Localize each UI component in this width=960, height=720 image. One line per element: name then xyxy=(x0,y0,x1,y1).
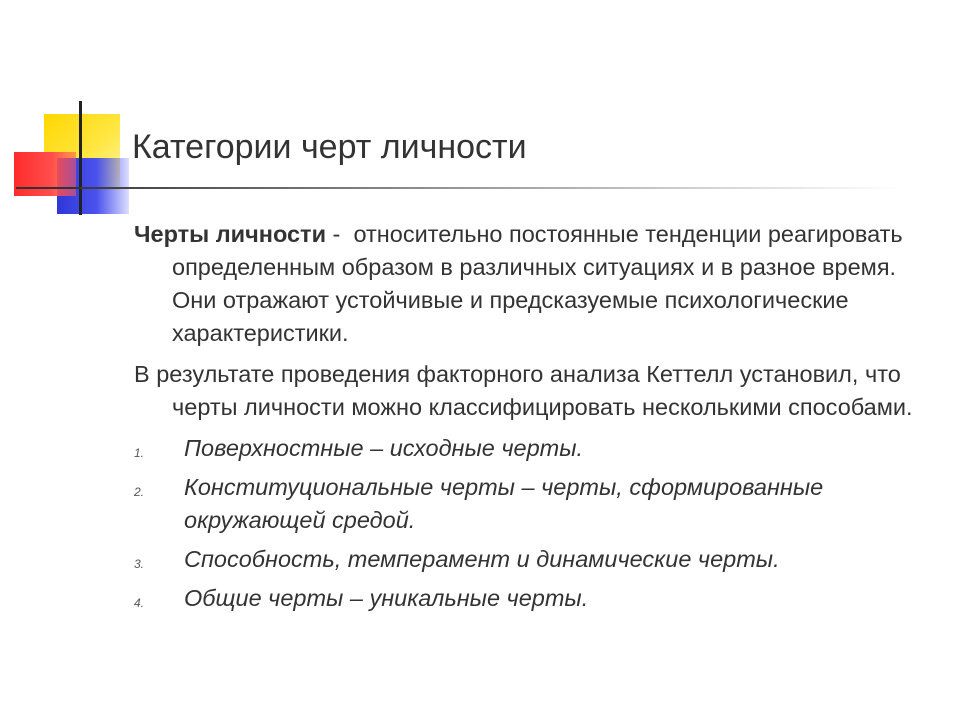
list-item-number: 3. xyxy=(134,557,145,571)
list-item-text: Общие черты – уникальные черты. xyxy=(184,585,589,611)
definition-text: относительно постоянные тенденции реагировать определенным образом в различных ситуациях и в разное время. Они отражают устойчивые и предсказуемые психологические характеристики. xyxy=(172,221,903,346)
red-square-decoration xyxy=(14,152,76,196)
list-item-number: 1. xyxy=(134,446,145,460)
classification-list xyxy=(134,432,924,615)
vertical-line-decoration xyxy=(79,101,82,215)
slide-title: Категории черт личности xyxy=(132,128,527,166)
list-item-text: Конституциональные черты – черты, сформированные окружающей средой. xyxy=(184,474,824,533)
list-item xyxy=(134,432,924,465)
list-item xyxy=(134,471,924,537)
cattell-paragraph: В результате проведения факторного анализа Кеттелл установил, что черты личности можно классифицировать несколькими способами. xyxy=(134,361,913,420)
list-item-text: Поверхностные – исходные черты. xyxy=(184,435,584,461)
list-item xyxy=(134,543,924,576)
definition-term: Черты личности xyxy=(134,221,327,247)
definition-paragraph xyxy=(134,218,924,350)
list-item-number: 2. xyxy=(134,485,145,499)
title-underline-rule xyxy=(80,187,900,189)
slide-body xyxy=(134,218,924,621)
list-item-number: 4. xyxy=(134,596,145,610)
list-item-text: Способность, темперамент и динамические черты. xyxy=(184,546,780,572)
definition-separator: - xyxy=(326,221,347,247)
list-item xyxy=(134,582,924,615)
